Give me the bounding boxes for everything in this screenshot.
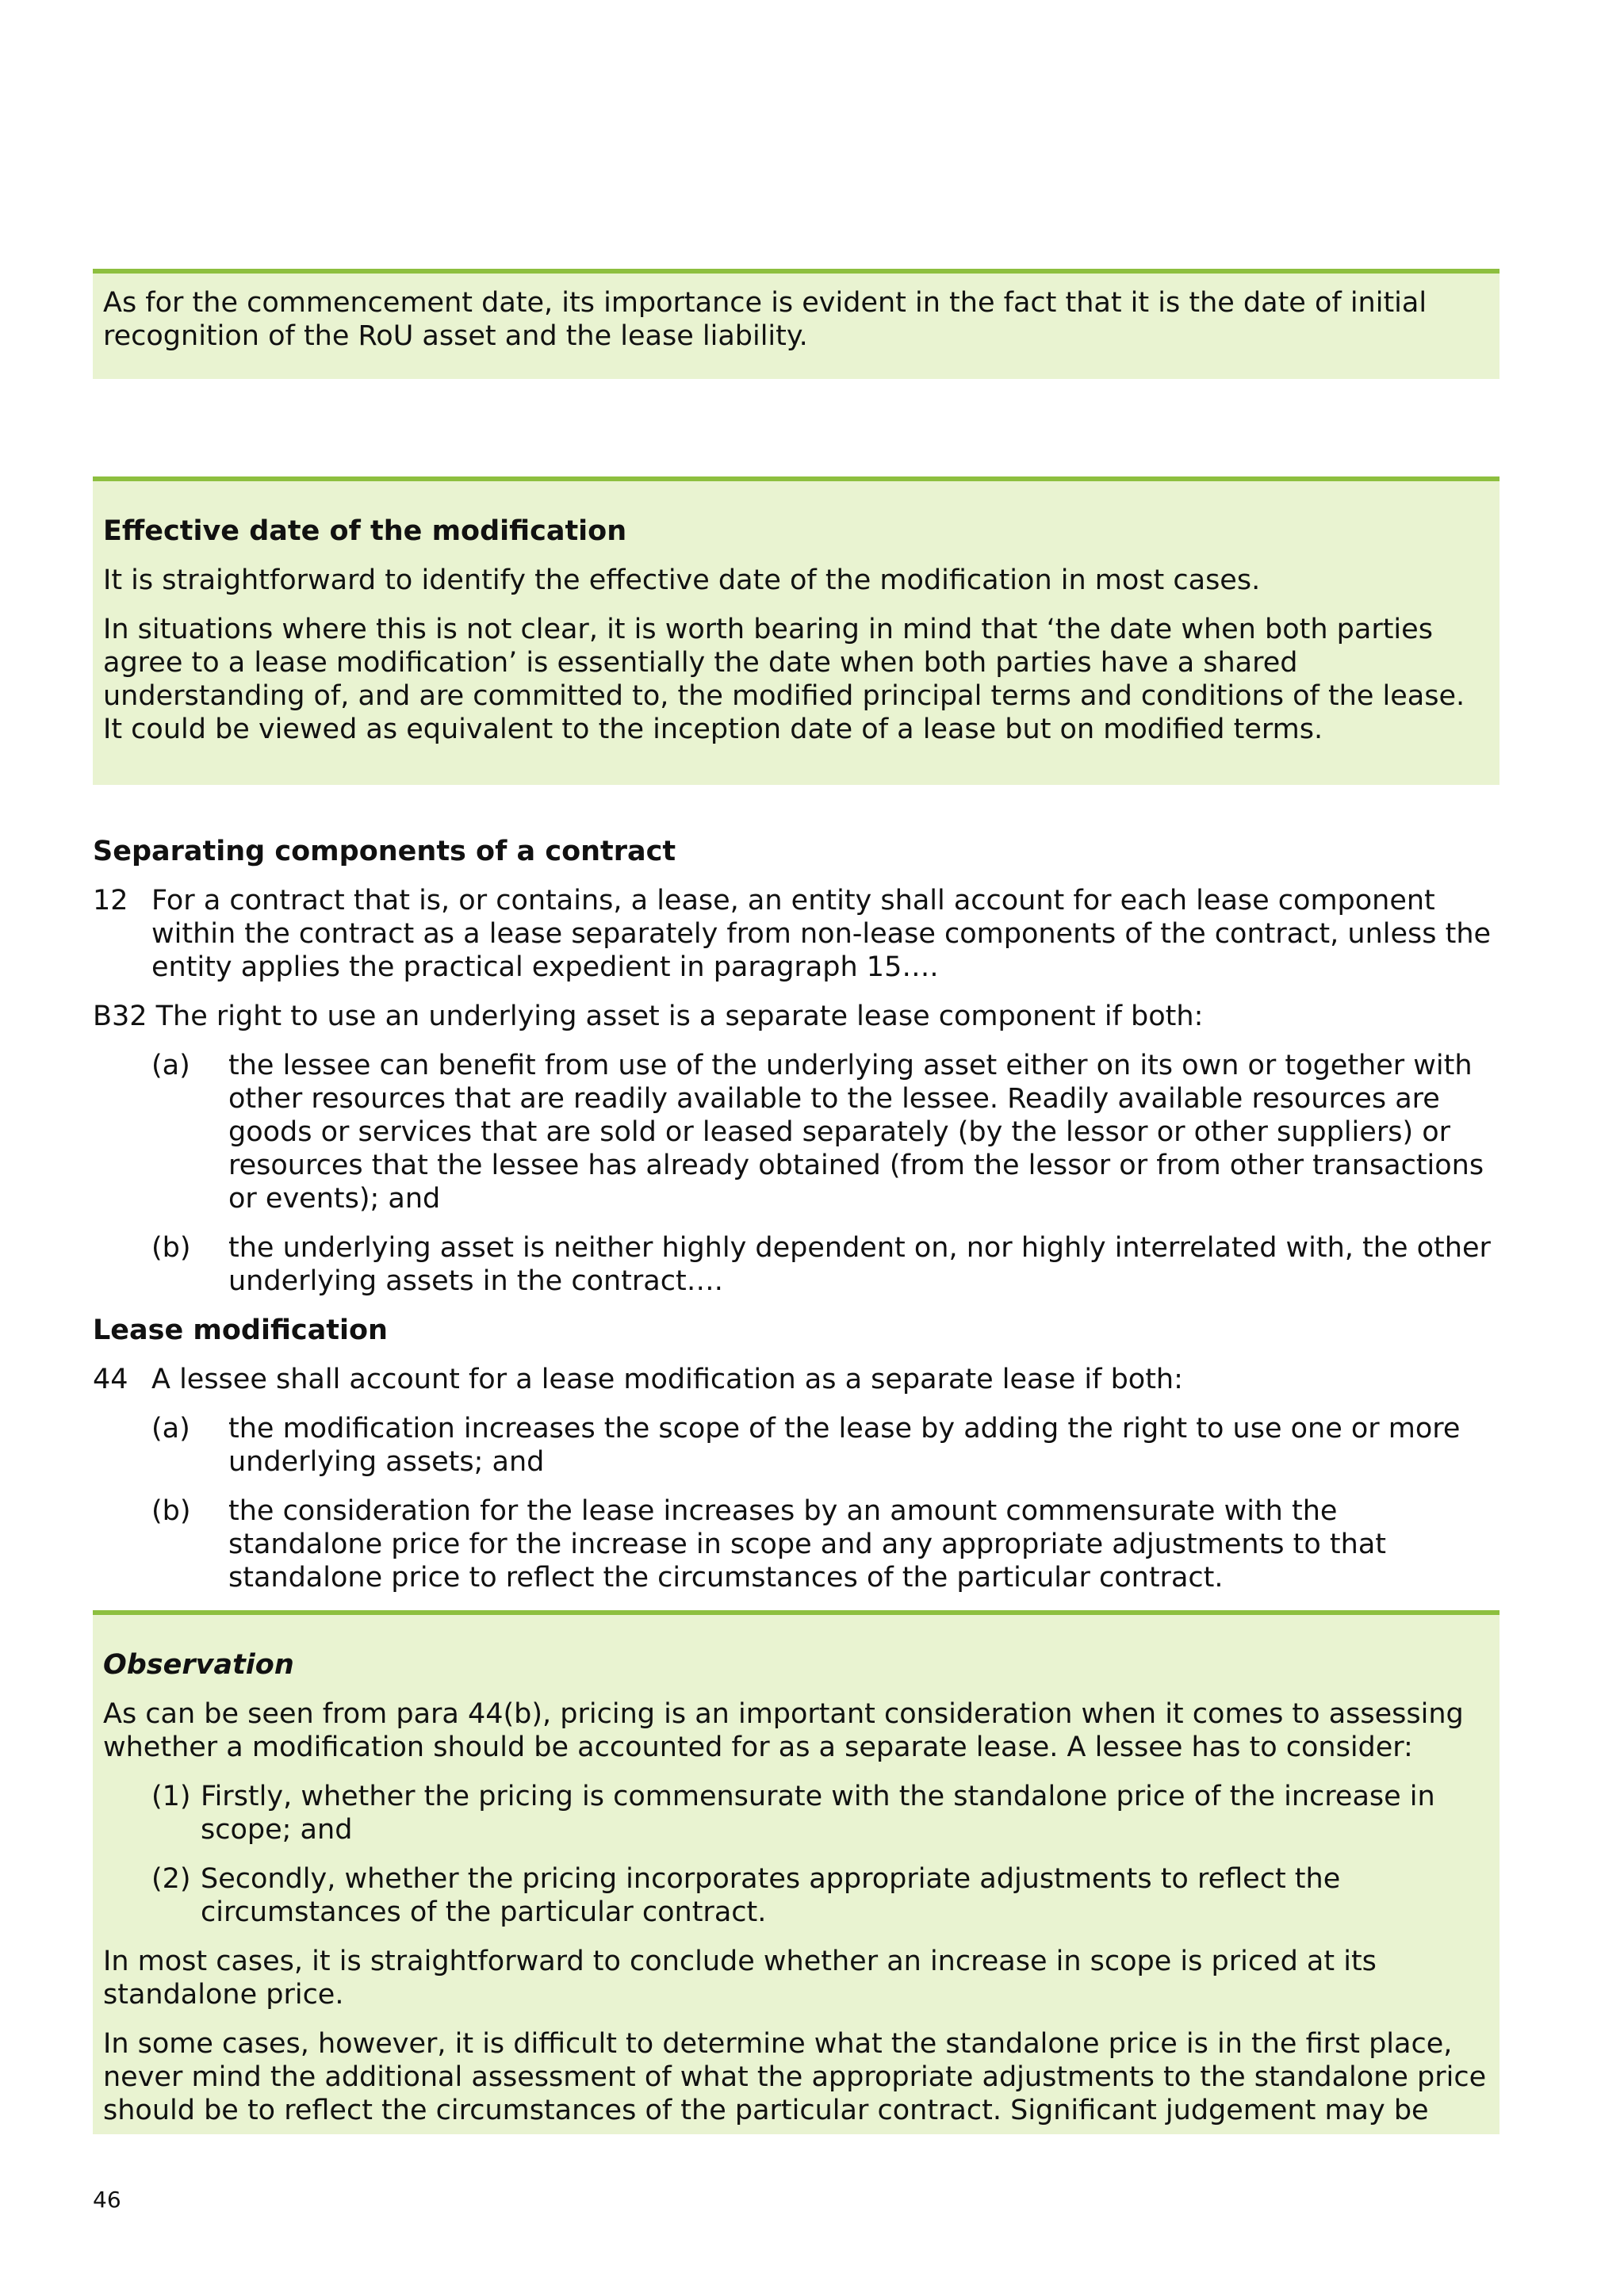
b32-item-b-text: the underlying asset is neither highly dependent on, nor highly interrelated with, the other underlying assets in the contract….	[228, 1232, 1491, 1297]
separating-components-title: Separating components of a contract	[93, 836, 676, 867]
observation-item-1	[103, 1780, 1489, 1846]
paragraph-12-number: 12	[93, 885, 128, 916]
b32-item-a-label: (a)	[151, 1050, 190, 1081]
paragraph-44	[93, 1363, 1500, 1396]
effective-date-box	[93, 476, 1500, 785]
effective-date-para-1: It is straightforward to identify the effective date of the modification in most cases.	[103, 564, 1261, 596]
lease-modification-title: Lease modification	[93, 1314, 388, 1346]
para44-item-b-label: (b)	[151, 1495, 191, 1527]
para44-item-a-label: (a)	[151, 1413, 190, 1445]
observation-item-1-label: (1)	[151, 1781, 191, 1812]
observation-para-2: In some cases, however, it is difficult to determine what the standalone price is in the first place, never mind the additional assessment of what the appropriate adjustments to the standalone price should be to reflect the circumstances of the particular contract. Significant judgement may be	[103, 2028, 1487, 2126]
para44-item-b	[93, 1494, 1500, 1594]
paragraph-12	[93, 884, 1500, 984]
para44-item-b-text: the consideration for the lease increases by an amount commensurate with the standalone price for the increase in scope and any appropriate adjustments to that standalone price to reflect the circumstances of the particular contract.	[228, 1495, 1387, 1594]
observation-para-1: In most cases, it is straightforward to conclude whether an increase in scope is priced at its standalone price.	[103, 1946, 1377, 2011]
b32-item-b-label: (b)	[151, 1232, 191, 1264]
observation-item-1-text: Firstly, whether the pricing is commensurate with the standalone price of the increase in scope; and	[201, 1781, 1435, 1846]
observation-intro: As can be seen from para 44(b), pricing is an important consideration when it comes to assessing whether a modification should be accounted for as a separate lease. A lessee has to consider:	[103, 1698, 1464, 1763]
effective-date-title: Effective date of the modification	[103, 515, 627, 547]
paragraph-12-text: For a contract that is, or contains, a lease, an entity shall account for each lease component within the contract as a lease separately from non-lease components of the contract, unless the entity applies the practical expedient in paragraph 15….	[151, 885, 1492, 983]
para44-item-a-text: the modification increases the scope of the lease by adding the right to use one or more underlying assets; and	[228, 1413, 1461, 1478]
commencement-date-box	[93, 269, 1500, 379]
b32-item-a-text: the lessee can benefit from use of the underlying asset either on its own or together with other resources that are readily available to the lessee. Readily available resources are goods or services that are sold or leased separately (by the lessor or other suppliers) or resources that the lessee has already obtained (from the lessor or from other transactions or events); and	[228, 1050, 1484, 1215]
observation-item-2-label: (2)	[151, 1863, 191, 1895]
paragraph-b32: B32 The right to use an underlying asset is a separate lease component if both:	[93, 1001, 1204, 1032]
paragraph-44-number: 44	[93, 1364, 128, 1395]
para44-item-a	[93, 1412, 1500, 1479]
observation-box	[93, 1610, 1500, 2134]
b32-item-a	[93, 1049, 1500, 1215]
observation-title: Observation	[103, 1649, 294, 1681]
page-number: 46	[93, 2187, 121, 2213]
effective-date-para-2: In situations where this is not clear, it is worth bearing in mind that ‘the date when both parties agree to a lease modification’ is essentially the date when both parties have a shared understanding of, and are committed to, the modified principal terms and conditions of the lease. It could be viewed as equivalent to the inception date of a lease but on modified terms.	[103, 614, 1465, 745]
separating-components-section	[93, 835, 1500, 1610]
b32-item-b	[93, 1231, 1500, 1298]
observation-item-2-text: Secondly, whether the pricing incorporates appropriate adjustments to reflect the circumstances of the particular contract.	[201, 1863, 1341, 1928]
commencement-date-text: As for the commencement date, its importance is evident in the fact that it is the date of initial recognition of the RoU asset and the lease liability.	[103, 287, 1427, 352]
paragraph-44-text: A lessee shall account for a lease modification as a separate lease if both:	[151, 1364, 1183, 1395]
observation-item-2	[103, 1862, 1489, 1929]
